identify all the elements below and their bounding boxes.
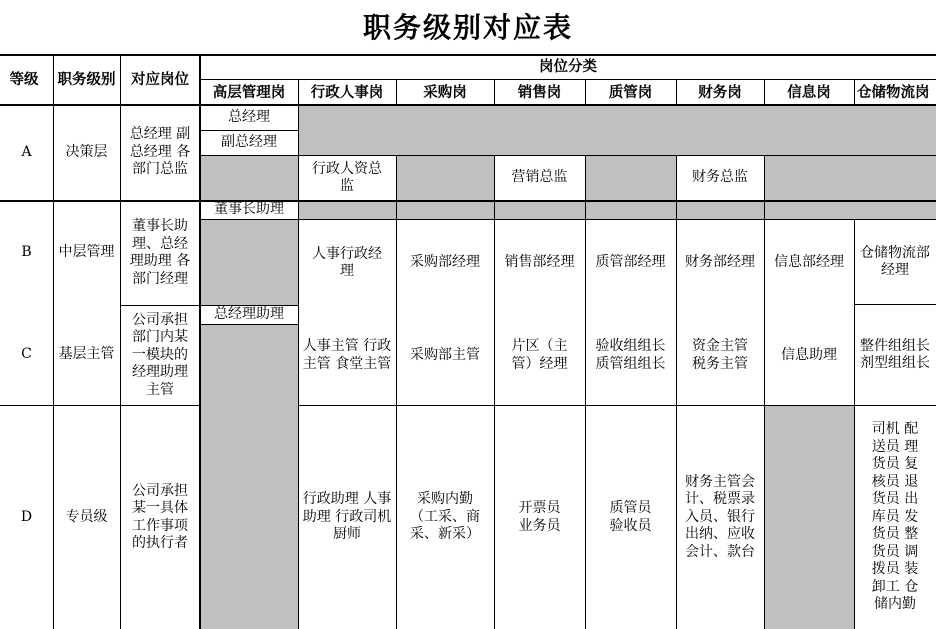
header-grade: 职务级别	[57, 71, 116, 89]
row-d-grade: 专员级	[65, 508, 108, 525]
row-b-sales: 销售部经理	[504, 254, 575, 271]
row-c-top: 总经理助理	[214, 306, 284, 323]
header-level: 等级	[9, 71, 39, 89]
row-b-top: 董事长助理	[214, 201, 284, 218]
row-c-position: 公司承担部门内某一模块的经理助理主管	[132, 311, 188, 398]
row-d-level: D	[20, 508, 33, 525]
empty-region-a-top	[298, 105, 936, 155]
row-b-quality: 质管部经理	[595, 254, 666, 271]
row-a-position: 总经理 副总经理 各部门总监	[129, 126, 191, 178]
row-d-quality: 质管员 验收员	[609, 500, 652, 534]
empty-region-b-top	[200, 219, 298, 305]
row-d-admin: 行政助理 人事助理 行政司机 厨师	[302, 491, 392, 543]
header-col-sales: 销售岗	[517, 83, 562, 101]
header-col-storage: 仓储物流岗	[857, 83, 930, 101]
header-col-admin: 行政人事岗	[310, 83, 384, 101]
header-col-purchase: 采购岗	[423, 83, 467, 101]
row-c-grade: 基层主管	[58, 346, 115, 363]
header-col-top: 高层管理岗	[212, 83, 286, 101]
empty-region-a-top-col	[200, 155, 298, 200]
row-d-position: 公司承担某一具体工作事项的执行者	[132, 482, 188, 551]
row-b-level: B	[21, 244, 32, 261]
header-col-info: 信息岗	[787, 83, 831, 101]
row-b-purchase: 采购部经理	[410, 254, 480, 271]
row-c-storage: 整件组组长 剂型组组长	[860, 337, 930, 371]
row-a-level: A	[21, 143, 32, 160]
page-title: 职务级别对应表	[362, 11, 573, 44]
row-a-gm: 总经理	[228, 108, 270, 125]
row-b-position: 董事长助理、总经理助理 各部门经理	[129, 218, 191, 287]
row-c-quality: 验收组组长质管组组长	[595, 338, 666, 372]
empty-region-cd-top	[200, 324, 298, 629]
row-c-purchase: 采购部主管	[410, 346, 480, 363]
row-b-admin: 人事行政经理	[312, 245, 382, 279]
empty-region-b-band	[298, 200, 936, 219]
empty-region-a-quality	[585, 155, 676, 200]
row-a-vgm: 副总经理	[221, 134, 277, 151]
row-a-sales: 营销总监	[511, 169, 568, 186]
header-col-quality: 质管岗	[608, 83, 653, 101]
empty-region-a-info	[764, 155, 936, 200]
row-c-sales: 片区（主管）经理	[511, 338, 568, 372]
empty-region-a-purchase	[396, 155, 494, 200]
row-b-finance: 财务部经理	[685, 254, 755, 271]
row-d-storage: 司机 配送员 理货员 复核员 退货员 出库员 发货员 整货员 调拨员 装卸工 仓储内勤	[871, 421, 919, 613]
row-a-grade: 决策层	[65, 143, 108, 160]
row-c-info: 信息助理	[781, 346, 837, 363]
empty-region-d-info	[764, 405, 854, 629]
header-category: 岗位分类	[539, 58, 597, 76]
row-b-storage: 仓储物流部经理	[860, 244, 930, 278]
row-d-purchase: 采购内勤（工采、商采、新采）	[410, 491, 480, 543]
row-d-sales: 开票员 业务员	[518, 500, 561, 534]
header-col-finance: 财务岗	[698, 83, 742, 101]
row-d-finance: 财务主管会计、税票录入员、银行出纳、应收会计、款台	[685, 473, 755, 560]
row-c-admin: 人事主管 行政主管 食堂主管	[302, 338, 392, 372]
header-position: 对应岗位	[131, 71, 189, 89]
row-a-finance: 财务总监	[692, 169, 748, 186]
row-a-admin: 行政人资总监	[312, 160, 382, 194]
row-c-finance: 资金主管 税务主管	[692, 338, 748, 372]
row-b-grade: 中层管理	[58, 244, 115, 261]
row-c-level: C	[21, 346, 32, 363]
row-b-info: 信息部经理	[774, 254, 844, 271]
